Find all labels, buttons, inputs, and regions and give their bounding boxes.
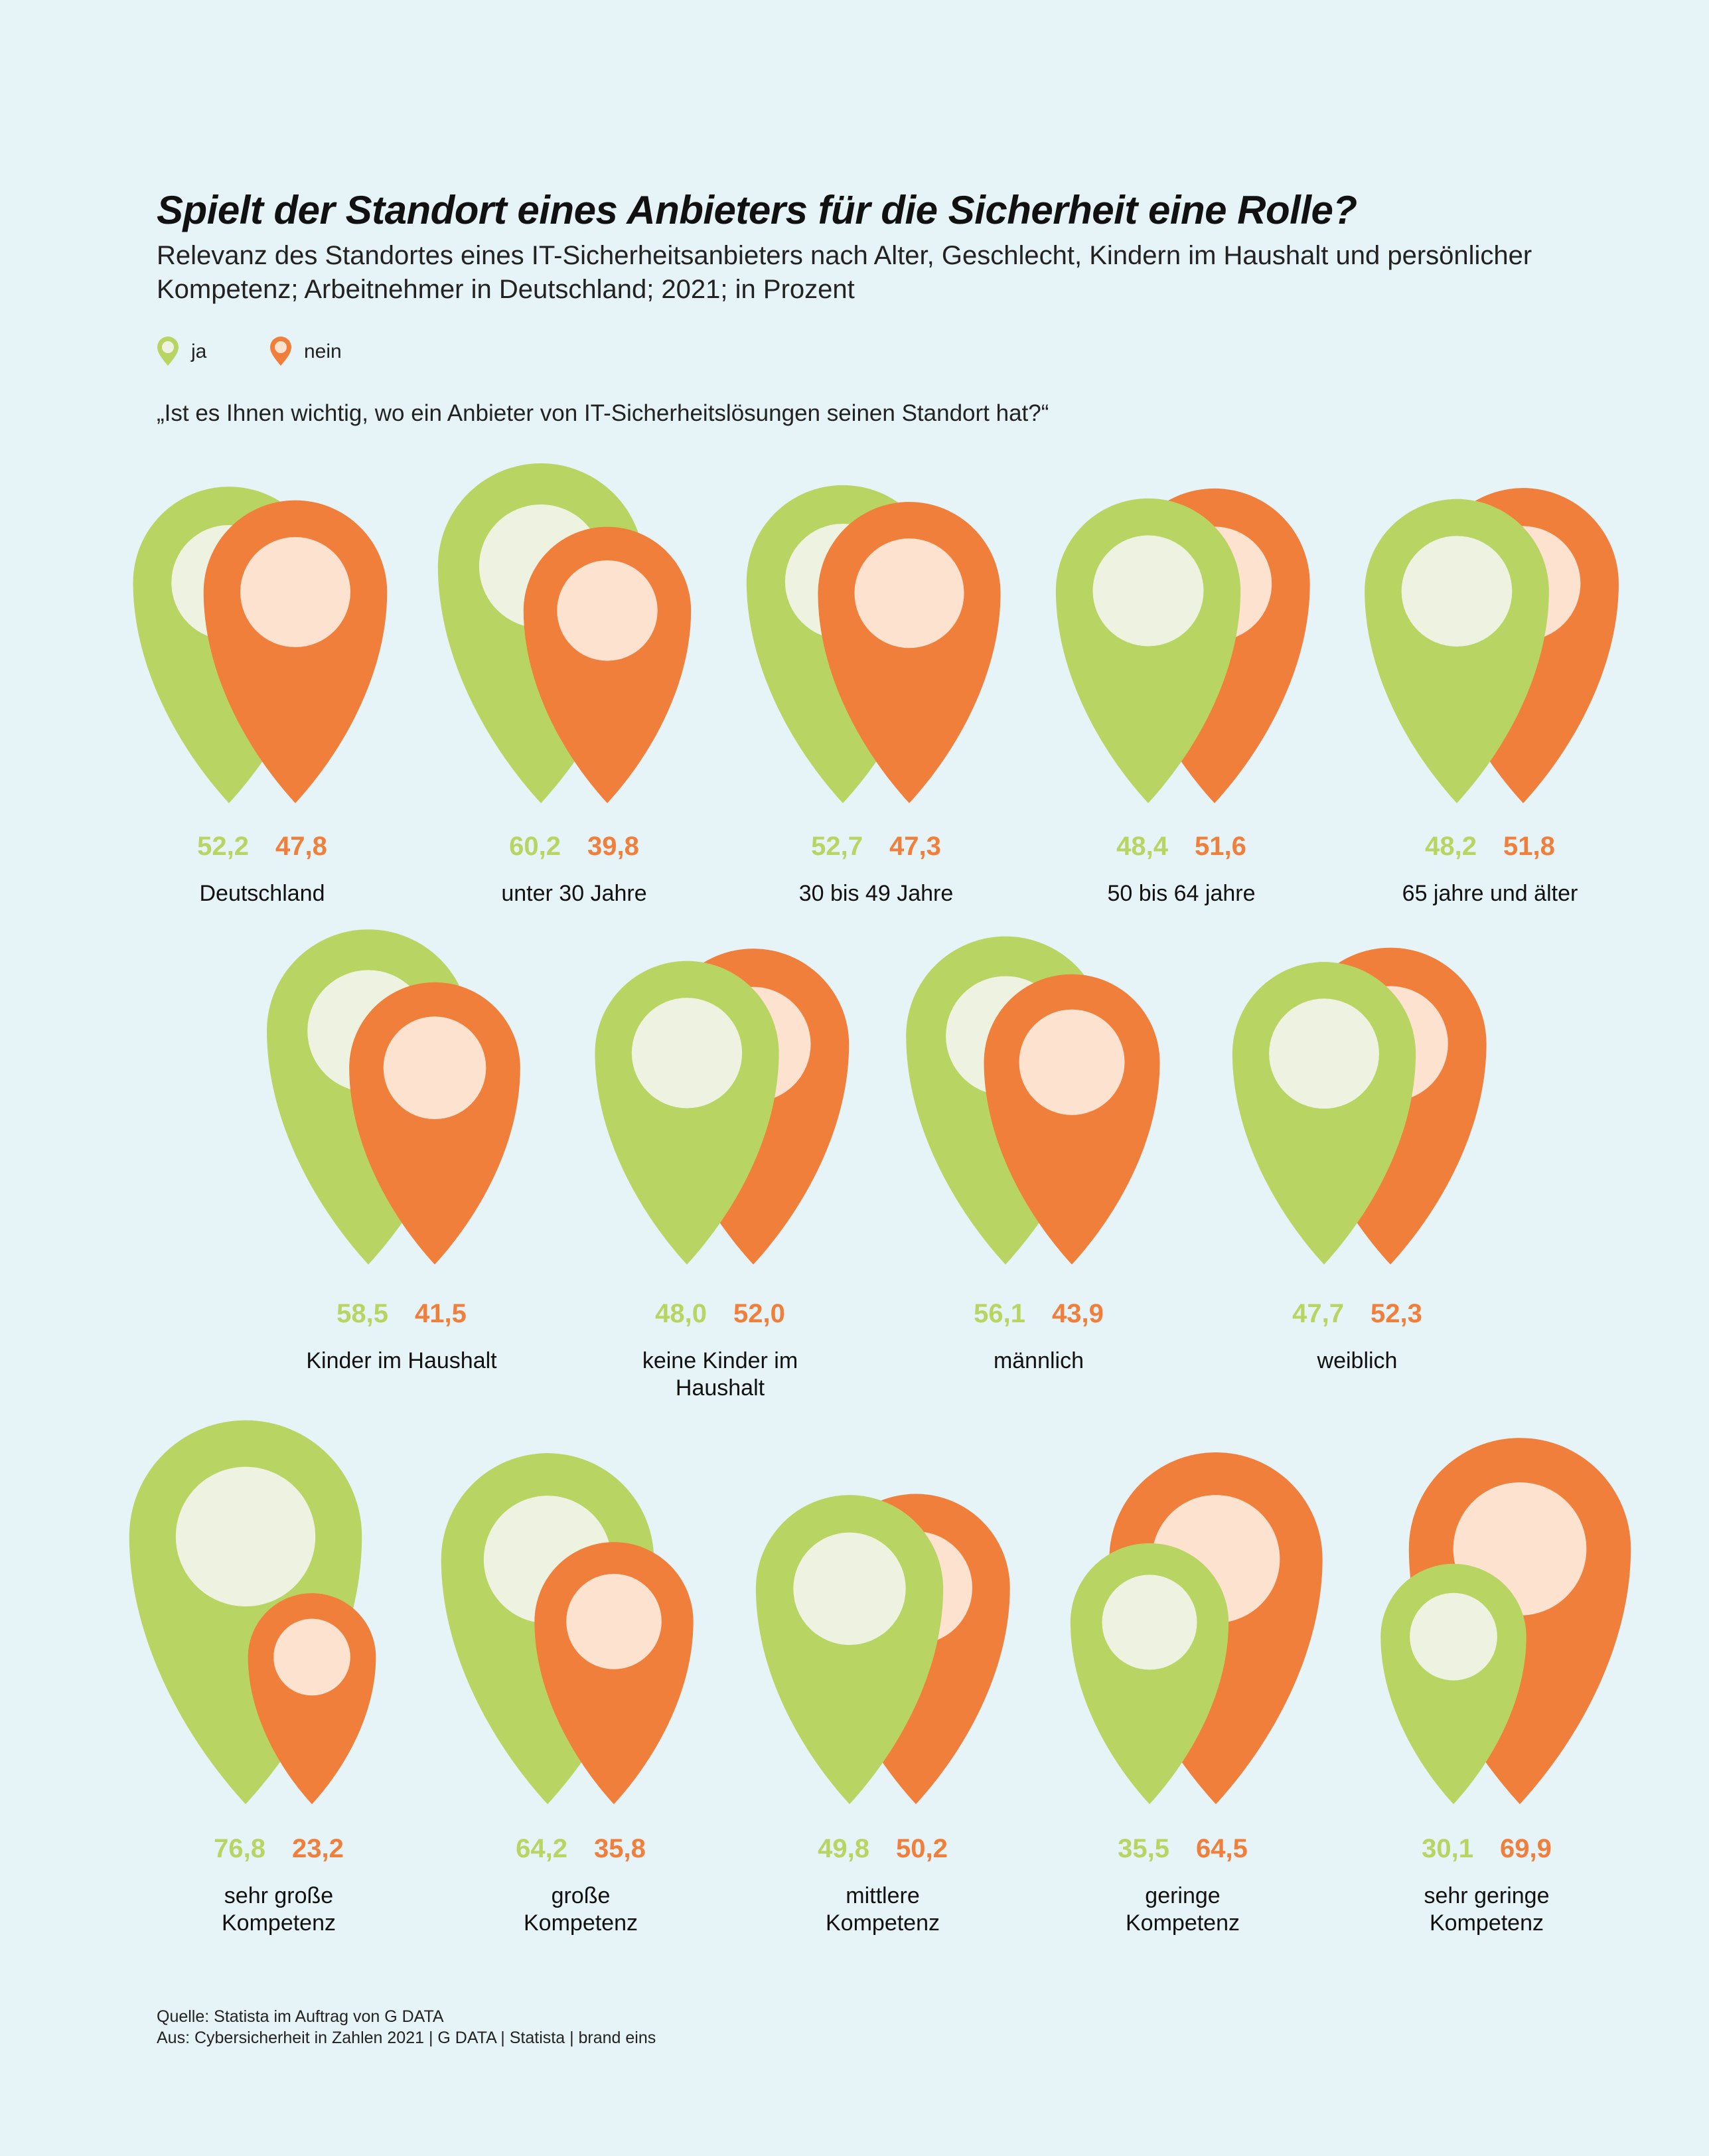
category-group	[756, 1494, 1010, 1936]
legend-label-ja: ja	[191, 341, 207, 362]
value-nein: 43,9	[1052, 1299, 1104, 1328]
value-ja: 58,5	[336, 1299, 388, 1328]
value-ja: 35,5	[1118, 1834, 1169, 1863]
category-label: Kompetenz	[524, 1910, 638, 1936]
category-label: sehr geringe	[1424, 1883, 1550, 1908]
category-label: 65 jahre und älter	[1402, 881, 1578, 906]
value-nein: 35,8	[594, 1834, 646, 1863]
category-group	[1380, 1438, 1631, 1936]
value-nein: 47,3	[889, 832, 941, 861]
value-nein: 52,3	[1371, 1299, 1422, 1328]
source-line: Quelle: Statista im Auftrag von G DATA	[157, 2007, 444, 2026]
value-ja: 30,1	[1422, 1834, 1473, 1863]
value-ja: 52,2	[197, 832, 249, 861]
category-label: sehr große	[224, 1883, 334, 1908]
category-label: große	[551, 1883, 611, 1908]
chart-title: Spielt der Standort eines Anbieters für die Sicherheit eine Rolle?	[157, 188, 1357, 232]
category-label: Kompetenz	[1126, 1910, 1240, 1936]
pin-hole	[1402, 536, 1513, 647]
value-ja: 47,7	[1292, 1299, 1344, 1328]
pin-hole	[240, 537, 350, 647]
category-label: 30 bis 49 Jahre	[798, 881, 954, 906]
category-group	[129, 1421, 376, 1936]
category-label: Deutschland	[199, 881, 325, 906]
category-label: Haushalt	[675, 1375, 765, 1401]
legend-label-nein: nein	[304, 341, 342, 362]
category-label: geringe	[1145, 1883, 1221, 1908]
value-nein: 47,8	[275, 832, 327, 861]
value-ja: 49,8	[818, 1834, 869, 1863]
category-label: männlich	[993, 1348, 1084, 1373]
publication-line: Aus: Cybersicherheit in Zahlen 2021 | G DATA | Statista | brand eins	[157, 2029, 656, 2047]
value-ja: 48,0	[655, 1299, 707, 1328]
pin-hole	[384, 1016, 486, 1119]
value-nein: 23,2	[292, 1834, 344, 1863]
category-label: mittlere	[846, 1883, 920, 1908]
category-label: unter 30 Jahre	[501, 881, 647, 906]
value-nein: 69,9	[1500, 1834, 1552, 1863]
category-label: Kinder im Haushalt	[306, 1348, 497, 1373]
pin-hole	[854, 538, 964, 648]
category-label: 50 bis 64 jahre	[1107, 881, 1256, 906]
value-ja: 48,2	[1425, 832, 1477, 861]
category-label: weiblich	[1317, 1348, 1398, 1373]
value-ja: 52,7	[811, 832, 863, 861]
category-label: keine Kinder im	[642, 1348, 798, 1373]
value-nein: 52,0	[733, 1299, 785, 1328]
category-group	[133, 487, 388, 906]
pin-hole	[1410, 1593, 1497, 1681]
value-nein: 51,6	[1195, 832, 1246, 861]
value-nein: 50,2	[896, 1834, 948, 1863]
pin-hole	[176, 1467, 315, 1606]
category-group	[267, 929, 520, 1373]
survey-question: „Ist es Ihnen wichtig, wo ein Anbieter von IT-Sicherheitslösungen seinen Standort hat?“	[157, 400, 1049, 426]
category-group	[906, 937, 1159, 1373]
chart-subtitle: Relevanz des Standortes eines IT-Sicherheitsanbieters nach Alter, Geschlecht, Kindern im Haushalt und persönlicher Kompetenz; Arbeitnehmer in Deutschland; 2021; in Prozent	[157, 241, 1532, 304]
category-group	[441, 1453, 694, 1936]
pin-hole	[1269, 998, 1379, 1109]
pin-hole	[632, 998, 742, 1108]
category-group	[747, 485, 1001, 906]
value-nein: 64,5	[1196, 1834, 1248, 1863]
pin-hole	[557, 560, 657, 660]
category-label: Kompetenz	[1430, 1910, 1544, 1936]
value-ja: 56,1	[974, 1299, 1025, 1328]
value-nein: 39,8	[587, 832, 639, 861]
value-ja: 48,4	[1116, 832, 1168, 861]
category-label: Kompetenz	[222, 1910, 336, 1936]
category-label: Kompetenz	[826, 1910, 940, 1936]
value-ja: 76,8	[214, 1834, 265, 1863]
pin-hole	[273, 1619, 350, 1696]
value-ja: 60,2	[509, 832, 561, 861]
pin-hole	[1102, 1575, 1197, 1669]
pin-hole	[566, 1574, 662, 1669]
category-group	[595, 949, 849, 1401]
pin-hole	[793, 1533, 905, 1645]
value-nein: 51,8	[1503, 832, 1555, 861]
pin-hole	[1019, 1010, 1124, 1115]
category-group	[1232, 948, 1487, 1373]
category-group	[1365, 488, 1619, 906]
category-group	[1056, 489, 1310, 906]
category-group	[1071, 1452, 1323, 1936]
value-ja: 64,2	[516, 1834, 567, 1863]
pin-hole	[1093, 535, 1204, 646]
category-group	[438, 463, 691, 906]
source-note	[157, 2006, 656, 2048]
value-nein: 41,5	[415, 1299, 467, 1328]
